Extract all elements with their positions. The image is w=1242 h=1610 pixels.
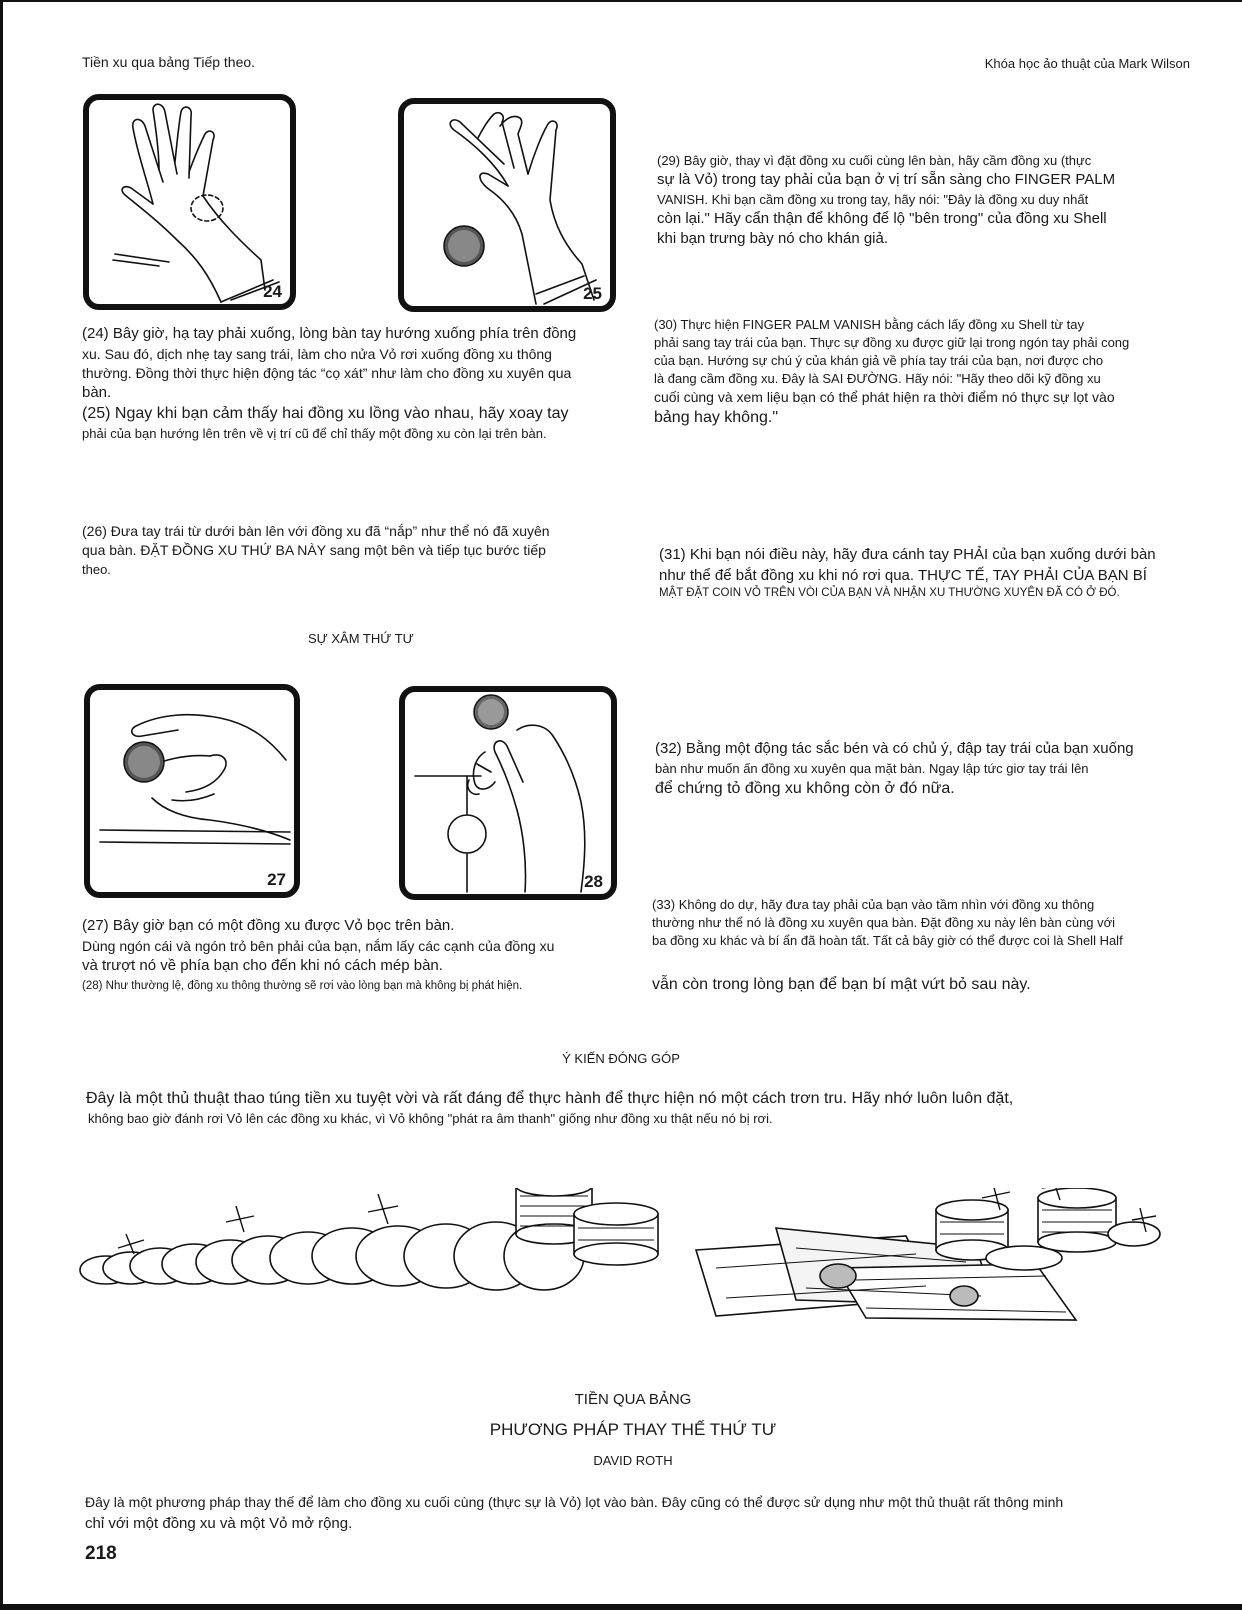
text-line: (26) Đưa tay trái từ dưới bàn lên với đồng xu đã “nắp” như thể nó đã xuyên xyxy=(82,523,550,539)
coins-and-bills-illustration xyxy=(76,1188,1192,1330)
figure-25 xyxy=(398,98,616,312)
trick-intro-line-2: chỉ với một đồng xu và một Vỏ mở rộng. xyxy=(85,1515,353,1532)
paragraph-29 xyxy=(657,152,1197,250)
text-line: xu. Sau đó, dịch nhẹ tay sang trái, làm cho nửa Vỏ rơi xuống đồng xu thông xyxy=(82,345,552,362)
paragraph-28: (28) Như thường lệ, đồng xu thông thường sẽ rơi vào lòng bạn mà không bị phát hiện. xyxy=(82,980,523,992)
text-line: theo. xyxy=(82,561,111,577)
comments-line-1: Đây là một thủ thuật thao túng tiền xu tuyệt vời và rất đáng để thực hành để thực hiện nó một cách trơn tru. Hãy nhớ luôn luôn đặt, xyxy=(86,1090,1014,1107)
top-border xyxy=(0,0,1242,2)
text-line: cuối cùng và xem liệu bạn có thể phát hiện ra thời điểm nó thực sự lọt vào xyxy=(654,388,1115,405)
text-line: (30) Thực hiện FINGER PALM VANISH bằng cách lấy đồng xu Shell từ tay xyxy=(654,317,1084,332)
text-line: bàn. xyxy=(82,384,112,402)
hand-palm-up-illustration xyxy=(404,104,610,306)
trick-intro-line-1: Đây là một phương pháp thay thế để làm cho đồng xu cuối cùng (thực sự là Vỏ) lọt vào bàn. Đây cũng có thể được sử dụng như một thủ thuật rất thông minh xyxy=(85,1494,1064,1510)
left-border xyxy=(0,0,3,1610)
paragraph-26 xyxy=(82,522,602,579)
comments-heading: Ý KIẾN ĐÓNG GÓP xyxy=(562,1051,680,1066)
text-line: VANISH. Khi bạn cầm đồng xu trong tay, hãy nói: "Đây là đồng xu duy nhất xyxy=(657,191,1089,207)
text-line: còn lại." Hãy cẩn thận để không để lộ "bên trong" của đồng xu Shell xyxy=(657,209,1107,227)
text-line: (31) Khi bạn nói điều này, hãy đưa cánh tay PHẢI của bạn xuống dưới bàn xyxy=(659,546,1156,563)
paragraph-24 xyxy=(82,324,622,404)
figure-24 xyxy=(83,94,296,310)
figure-27 xyxy=(84,684,300,898)
trick-title: TIỀN QUA BẢNG xyxy=(574,1391,692,1408)
paragraph-30 xyxy=(654,316,1214,429)
paragraph-27-title: (27) Bây giờ bạn có một đồng xu được Vỏ bọc trên bàn. xyxy=(82,917,455,934)
text-line: ba đồng xu khác và bí ẩn đã hoàn tất. Tất cả bây giờ có thể được coi là Shell Half xyxy=(652,932,1123,948)
text-line: sự là Vỏ) trong tay phải của bạn ở vị trí sẵn sàng cho FINGER PALM xyxy=(657,170,1116,188)
hand-palm-down-illustration xyxy=(89,100,290,304)
text-line: (25) Ngay khi bạn cảm thấy hai đồng xu lồng vào nhau, hãy xoay tay xyxy=(82,405,569,422)
paragraph-33 xyxy=(652,896,1222,950)
paragraph-27 xyxy=(82,937,642,977)
text-line: của bạn. Hướng sự chú ý của khán giả về phía tay trái của bạn, nơi được cho xyxy=(654,352,1104,368)
text-line: như thể để bắt đồng xu khi nó rơi qua. THỰC TẾ, TAY PHẢI CỦA BẠN BÍ xyxy=(659,566,1147,584)
text-line: phải sang tay trái của bạn. Thực sự đồng xu được giữ lại trong ngón tay phải cong xyxy=(654,334,1130,350)
hand-sliding-coin-illustration xyxy=(90,690,294,892)
figure-number: 28 xyxy=(584,872,603,891)
text-line: qua bàn. ĐẶT ĐỒNG XU THỨ BA NÀY sang một bên và tiếp tục bước tiếp xyxy=(82,542,546,559)
header-left: Tiền xu qua bảng Tiếp theo. xyxy=(82,54,256,70)
text-line: thường như thể nó là đồng xu xuyên qua bàn. Đặt đồng xu này lên bàn cùng với xyxy=(652,914,1116,930)
text-line: phải của bạn hướng lên trên về vị trí cũ để chỉ thấy một đồng xu còn lại trên bàn. xyxy=(82,426,547,442)
hand-holding-shell-illustration xyxy=(405,692,611,894)
trick-author: DAVID ROTH xyxy=(593,1453,673,1468)
text-line: (24) Bây giờ, hạ tay phải xuống, lòng bàn tay hướng xuống phía trên đồng xyxy=(82,325,577,342)
text-line: để chứng tỏ đồng xu không còn ở đó nữa. xyxy=(655,779,955,797)
paragraph-33-last: vẫn còn trong lòng bạn để bạn bí mật vứt bỏ sau này. xyxy=(652,976,1031,993)
section-heading: SỰ XÂM THỨ TƯ xyxy=(308,631,414,646)
text-line: thường. Đồng thời thực hiện động tác “cọ xát” như làm cho đồng xu xuyên qua xyxy=(82,365,572,381)
text-line: Dùng ngón cái và ngón trỏ bên phải của bạn, nắm lấy các cạnh của đồng xu xyxy=(82,938,555,954)
text-line: (32) Bằng một động tác sắc bén và có chủ ý, đập tay trái của bạn xuống xyxy=(655,740,1134,757)
paragraph-32 xyxy=(655,739,1215,800)
comments-line-2: không bao giờ đánh rơi Vỏ lên các đồng xu khác, vì Vỏ không "phát ra âm thanh" giống như đồng xu thật nếu nó bị rơi. xyxy=(88,1111,773,1126)
text-line: khi bạn trưng bày nó cho khán giả. xyxy=(657,230,889,248)
trick-subtitle: PHƯƠNG PHÁP THAY THẾ THỨ TƯ xyxy=(489,1420,777,1439)
page-number: 218 xyxy=(85,1543,117,1564)
text-line: MẬT ĐẶT COIN VỎ TRÊN VÒI CỦA BẠN VÀ NHẬN XU THƯỜNG XUYÊN ĐÃ CÓ Ở ĐÓ. xyxy=(659,587,1120,600)
bottom-border xyxy=(0,1604,1242,1610)
text-line: bảng hay không." xyxy=(654,409,778,427)
header-right: Khóa học ảo thuật của Mark Wilson xyxy=(984,56,1190,71)
text-line: bàn như muốn ấn đồng xu xuyên qua mặt bàn. Ngay lập tức giơ tay trái lên xyxy=(655,760,1089,776)
figure-number: 25 xyxy=(583,284,602,303)
paragraph-25 xyxy=(82,403,642,443)
text-line: (33) Không do dự, hãy đưa tay phải của bạn vào tầm nhìn với đồng xu thông xyxy=(652,897,1095,912)
figure-number: 24 xyxy=(263,282,282,301)
text-line: là đang cầm đồng xu. Đây là SAI ĐƯỜNG. Hãy nói: "Hãy theo dõi kỹ đồng xu xyxy=(654,370,1101,386)
text-line: và trượt nó về phía bạn cho đến khi nó cách mép bàn. xyxy=(82,957,443,975)
figure-number: 27 xyxy=(267,870,286,889)
figure-28 xyxy=(399,686,617,900)
paragraph-31 xyxy=(659,545,1219,602)
text-line: (29) Bây giờ, thay vì đặt đồng xu cuối cùng lên bàn, hãy cầm đồng xu (thực xyxy=(657,153,1092,168)
